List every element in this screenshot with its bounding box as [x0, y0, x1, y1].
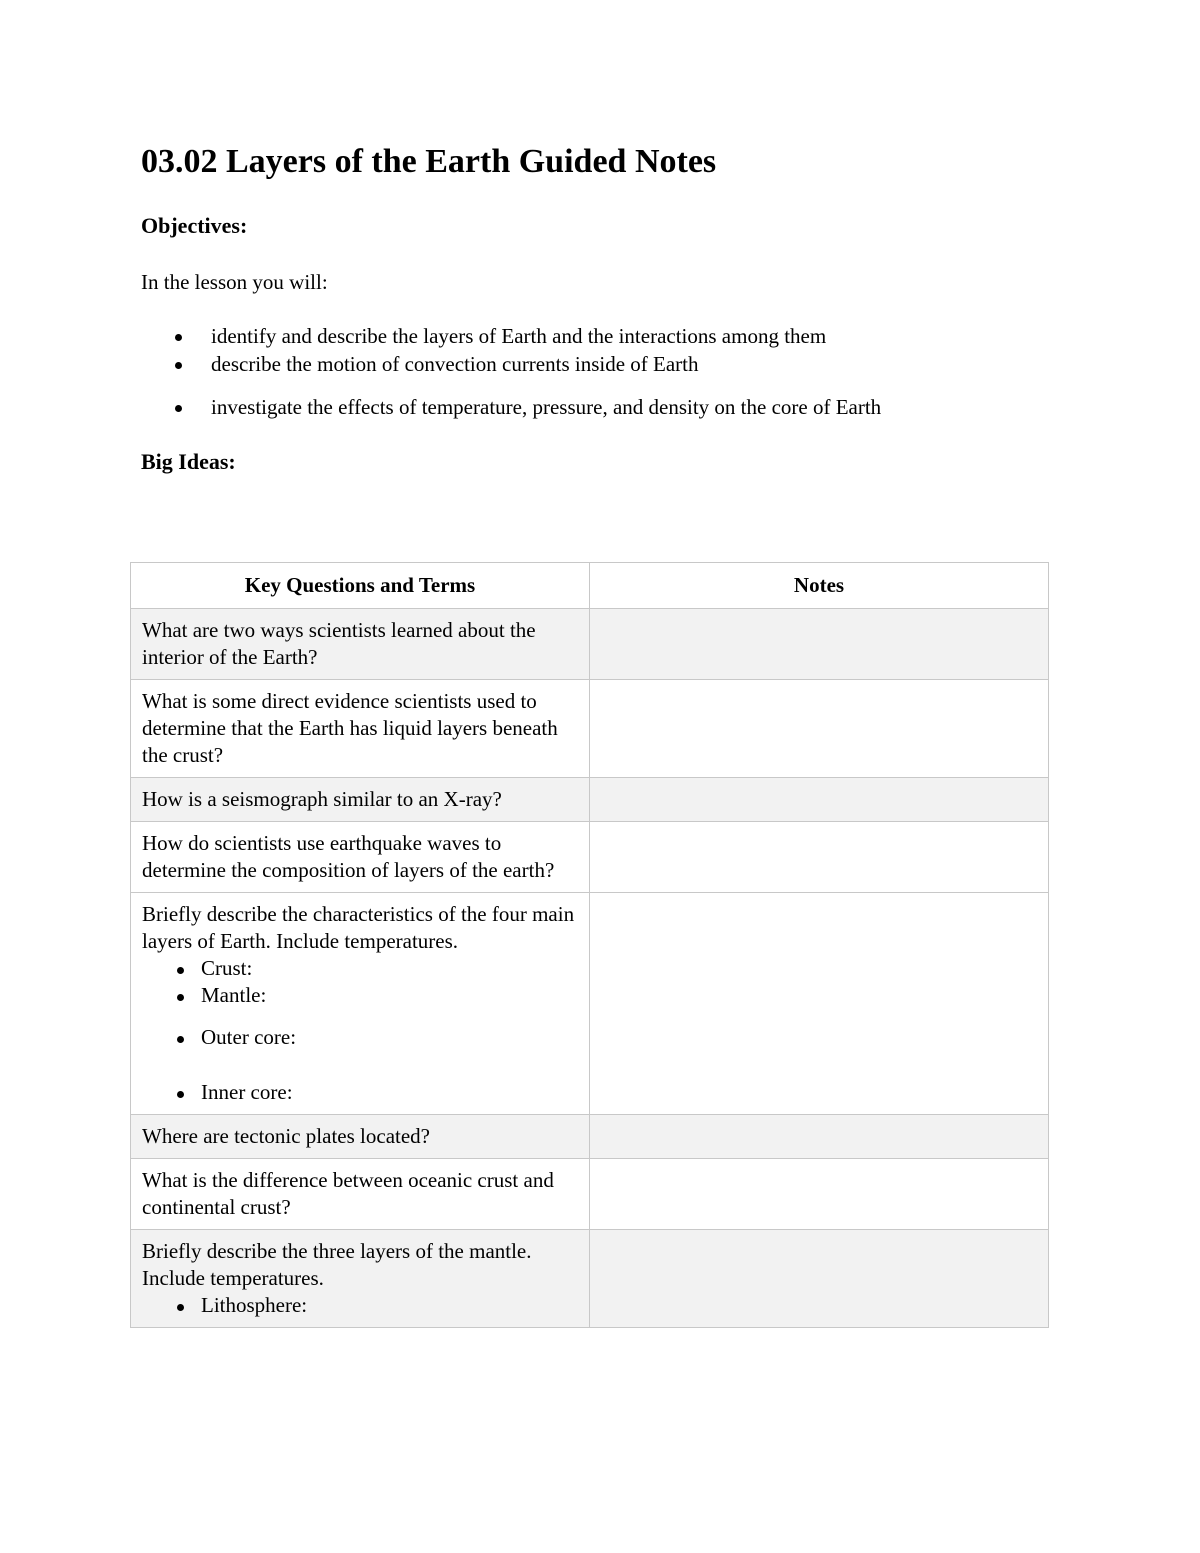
question-text: What are two ways scientists learned about the interior of the Earth? [142, 618, 536, 669]
bullet-icon [175, 405, 182, 412]
notes-cell[interactable] [590, 778, 1049, 822]
mantle-layer-list [142, 1292, 578, 1319]
table-row [131, 1159, 1049, 1230]
question-cell [131, 1159, 590, 1230]
question-cell [131, 609, 590, 680]
table-row [131, 1230, 1049, 1328]
question-cell [131, 822, 590, 893]
objective-text: investigate the effects of temperature, pressure, and density on the core of Earth [211, 395, 882, 419]
notes-cell[interactable] [590, 1230, 1049, 1328]
list-item-label: Inner core: [201, 1080, 293, 1104]
question-cell [131, 1230, 590, 1328]
table-row [131, 680, 1049, 778]
question-text: What is the difference between oceanic crust and continental crust? [142, 1168, 554, 1219]
notes-cell[interactable] [590, 822, 1049, 893]
bullet-icon [175, 334, 182, 341]
notes-cell[interactable] [590, 609, 1049, 680]
question-cell [131, 893, 590, 1115]
table-row [131, 893, 1049, 1115]
table-row [131, 609, 1049, 680]
question-text: How do scientists use earthquake waves to determine the composition of layers of the earth? [142, 831, 555, 882]
objectives-heading: Objectives: [141, 213, 248, 238]
notes-cell[interactable] [590, 893, 1049, 1115]
list-item [142, 955, 578, 982]
bullet-icon [177, 967, 184, 974]
bullet-icon [175, 362, 182, 369]
notes-cell[interactable] [590, 680, 1049, 778]
list-item-label: Lithosphere: [201, 1293, 308, 1317]
list-item [142, 1024, 578, 1051]
list-item [142, 1292, 578, 1319]
question-cell [131, 778, 590, 822]
table-row [131, 822, 1049, 893]
header-key-questions: Key Questions and Terms [131, 563, 590, 609]
notes-cell[interactable] [590, 1115, 1049, 1159]
table-row [131, 1115, 1049, 1159]
objectives-intro: In the lesson you will: [141, 270, 328, 294]
bullet-icon [177, 1304, 184, 1311]
bullet-icon [177, 1036, 184, 1043]
objective-text: identify and describe the layers of Earth and the interactions among them [211, 324, 827, 348]
table-row [131, 778, 1049, 822]
list-item-label: Mantle: [201, 983, 267, 1007]
list-item [142, 982, 578, 1009]
question-text: Where are tectonic plates located? [142, 1124, 430, 1148]
table-header-row [131, 563, 1049, 609]
notes-cell[interactable] [590, 1159, 1049, 1230]
question-cell [131, 1115, 590, 1159]
question-text: Briefly describe the characteristics of the four main layers of Earth. Include temperatures. [142, 902, 575, 953]
bullet-icon [177, 1091, 184, 1098]
header-notes: Notes [590, 563, 1049, 609]
list-item-label: Crust: [201, 956, 253, 980]
guided-notes-table [130, 562, 1049, 1328]
big-ideas-heading: Big Ideas: [141, 449, 236, 474]
question-text: How is a seismograph similar to an X-ray? [142, 787, 502, 811]
page-title: 03.02 Layers of the Earth Guided Notes [141, 143, 717, 180]
list-item-label: Outer core: [201, 1025, 297, 1049]
bullet-icon [177, 994, 184, 1001]
objective-text: describe the motion of convection currents inside of Earth [211, 352, 699, 376]
list-item [142, 1079, 578, 1106]
question-cell [131, 680, 590, 778]
question-text: Briefly describe the three layers of the mantle. Include temperatures. [142, 1239, 532, 1290]
question-text: What is some direct evidence scientists used to determine that the Earth has liquid layers beneath the crust? [142, 689, 558, 767]
layer-list [142, 955, 578, 1106]
